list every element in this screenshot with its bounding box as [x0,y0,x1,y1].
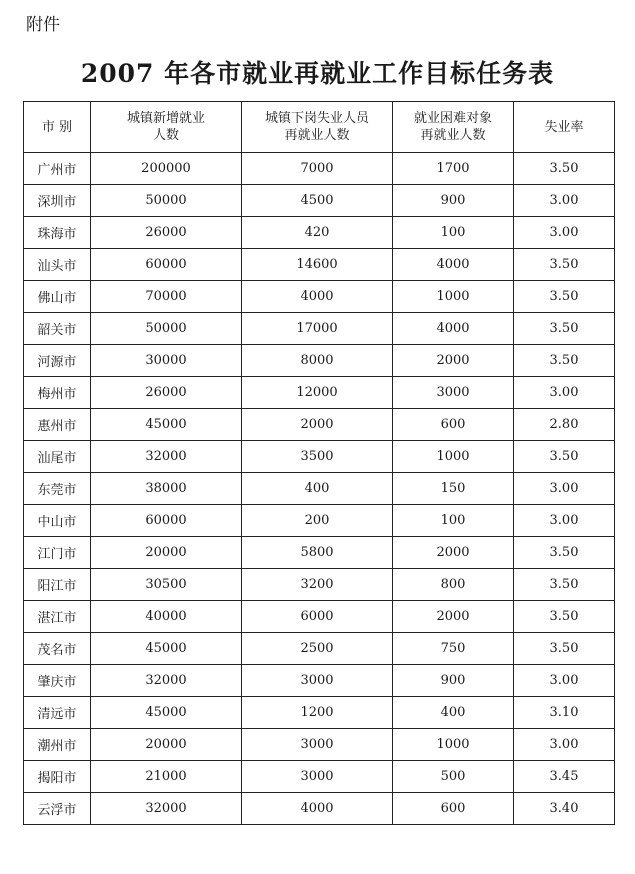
header-new-jobs-line-2: 人数 [152,128,179,143]
cell-new-jobs: 45000 [91,697,242,729]
cell-city: 韶关市 [24,313,91,345]
cell-difficult: 100 [393,505,514,537]
cell-difficult: 2000 [393,345,514,377]
cell-reemployed: 3500 [242,441,393,473]
table-row [24,409,615,441]
cell-new-jobs: 45000 [91,633,242,665]
table-row [24,697,615,729]
cell-new-jobs: 50000 [91,313,242,345]
cell-unemployment-rate: 3.45 [514,761,615,793]
cell-reemployed: 420 [242,217,393,249]
cell-new-jobs: 60000 [91,505,242,537]
table-row [24,505,615,537]
cell-difficult: 400 [393,697,514,729]
cell-difficult: 1700 [393,153,514,185]
cell-difficult: 1000 [393,441,514,473]
cell-unemployment-rate: 3.00 [514,729,615,761]
table-row [24,153,615,185]
table-row [24,249,615,281]
cell-reemployed: 3000 [242,665,393,697]
cell-city: 云浮市 [24,793,91,825]
cell-new-jobs: 26000 [91,377,242,409]
cell-new-jobs: 32000 [91,793,242,825]
header-new-jobs [91,102,242,153]
cell-unemployment-rate: 2.80 [514,409,615,441]
table-body [24,153,615,825]
cell-city: 汕尾市 [24,441,91,473]
cell-reemployed: 4500 [242,185,393,217]
header-reemployed-line-2: 再就业人数 [284,128,350,143]
cell-unemployment-rate: 3.50 [514,313,615,345]
cell-new-jobs: 200000 [91,153,242,185]
table-row [24,281,615,313]
cell-reemployed: 12000 [242,377,393,409]
cell-unemployment-rate: 3.00 [514,473,615,505]
cell-unemployment-rate: 3.50 [514,281,615,313]
cell-unemployment-rate: 3.50 [514,633,615,665]
cell-difficult: 2000 [393,601,514,633]
cell-new-jobs: 45000 [91,409,242,441]
cell-new-jobs: 21000 [91,761,242,793]
cell-new-jobs: 32000 [91,441,242,473]
cell-city: 深圳市 [24,185,91,217]
cell-difficult: 4000 [393,249,514,281]
cell-unemployment-rate: 3.00 [514,505,615,537]
table-row [24,793,615,825]
cell-reemployed: 14600 [242,249,393,281]
cell-new-jobs: 30000 [91,345,242,377]
cell-difficult: 600 [393,793,514,825]
cell-difficult: 1000 [393,281,514,313]
cell-difficult: 800 [393,569,514,601]
cell-new-jobs: 30500 [91,569,242,601]
cell-new-jobs: 32000 [91,665,242,697]
table-row [24,761,615,793]
cell-difficult: 900 [393,665,514,697]
cell-new-jobs: 60000 [91,249,242,281]
cell-city: 梅州市 [24,377,91,409]
cell-unemployment-rate: 3.00 [514,665,615,697]
table-row [24,313,615,345]
cell-unemployment-rate: 3.50 [514,601,615,633]
table-row [24,217,615,249]
cell-unemployment-rate: 3.50 [514,569,615,601]
cell-city: 中山市 [24,505,91,537]
page-title: 2007 年各市就业再就业工作目标任务表 [80,59,555,88]
target-table [23,101,615,825]
cell-city: 肇庆市 [24,665,91,697]
cell-difficult: 1000 [393,729,514,761]
cell-unemployment-rate: 3.10 [514,697,615,729]
cell-new-jobs: 40000 [91,601,242,633]
header-reemployed-line-1: 城镇下岗失业人员 [264,111,369,126]
cell-new-jobs: 26000 [91,217,242,249]
cell-difficult: 500 [393,761,514,793]
cell-city: 揭阳市 [24,761,91,793]
cell-difficult: 100 [393,217,514,249]
header-new-jobs-line-1: 城镇新增就业 [126,111,205,126]
cell-unemployment-rate: 3.50 [514,537,615,569]
cell-new-jobs: 70000 [91,281,242,313]
cell-city: 广州市 [24,153,91,185]
cell-reemployed: 7000 [242,153,393,185]
cell-difficult: 900 [393,185,514,217]
cell-difficult: 2000 [393,537,514,569]
cell-city: 珠海市 [24,217,91,249]
cell-difficult: 4000 [393,313,514,345]
table-row [24,569,615,601]
cell-reemployed: 8000 [242,345,393,377]
cell-unemployment-rate: 3.50 [514,441,615,473]
cell-reemployed: 2000 [242,409,393,441]
table-header-row [24,102,615,153]
cell-city: 阳江市 [24,569,91,601]
cell-reemployed: 2500 [242,633,393,665]
cell-unemployment-rate: 3.50 [514,345,615,377]
header-city [24,102,91,153]
cell-city: 茂名市 [24,633,91,665]
table-row [24,473,615,505]
cell-difficult: 150 [393,473,514,505]
cell-new-jobs: 20000 [91,729,242,761]
header-city-line: 市 别 [41,119,73,135]
cell-reemployed: 17000 [242,313,393,345]
table-row [24,537,615,569]
cell-reemployed: 5800 [242,537,393,569]
cell-city: 佛山市 [24,281,91,313]
table-row [24,601,615,633]
cell-city: 潮州市 [24,729,91,761]
attachment-label: 附件 [26,15,60,35]
cell-reemployed: 3000 [242,761,393,793]
header-difficult [393,102,514,153]
cell-city: 湛江市 [24,601,91,633]
cell-unemployment-rate: 3.00 [514,377,615,409]
table-row [24,345,615,377]
cell-unemployment-rate: 3.50 [514,153,615,185]
cell-city: 汕头市 [24,249,91,281]
cell-new-jobs: 50000 [91,185,242,217]
cell-new-jobs: 38000 [91,473,242,505]
cell-reemployed: 4000 [242,793,393,825]
table-row [24,729,615,761]
cell-city: 江门市 [24,537,91,569]
cell-unemployment-rate: 3.50 [514,249,615,281]
cell-unemployment-rate: 3.00 [514,217,615,249]
cell-reemployed: 200 [242,505,393,537]
header-rate-line: 失业率 [544,119,584,135]
header-difficult-line-2: 再就业人数 [420,128,486,143]
cell-reemployed: 4000 [242,281,393,313]
cell-reemployed: 1200 [242,697,393,729]
table-row [24,377,615,409]
cell-unemployment-rate: 3.40 [514,793,615,825]
cell-reemployed: 3000 [242,729,393,761]
cell-city: 清远市 [24,697,91,729]
table-row [24,633,615,665]
header-reemployed [242,102,393,153]
cell-unemployment-rate: 3.00 [514,185,615,217]
cell-new-jobs: 20000 [91,537,242,569]
cell-difficult: 3000 [393,377,514,409]
cell-reemployed: 3200 [242,569,393,601]
table-row [24,665,615,697]
cell-city: 河源市 [24,345,91,377]
cell-city: 东莞市 [24,473,91,505]
table-row [24,441,615,473]
cell-difficult: 600 [393,409,514,441]
header-unemployment-rate [514,102,615,153]
table-row [24,185,615,217]
header-difficult-line-1: 就业困难对象 [413,111,492,126]
cell-reemployed: 400 [242,473,393,505]
cell-difficult: 750 [393,633,514,665]
cell-reemployed: 6000 [242,601,393,633]
cell-city: 惠州市 [24,409,91,441]
